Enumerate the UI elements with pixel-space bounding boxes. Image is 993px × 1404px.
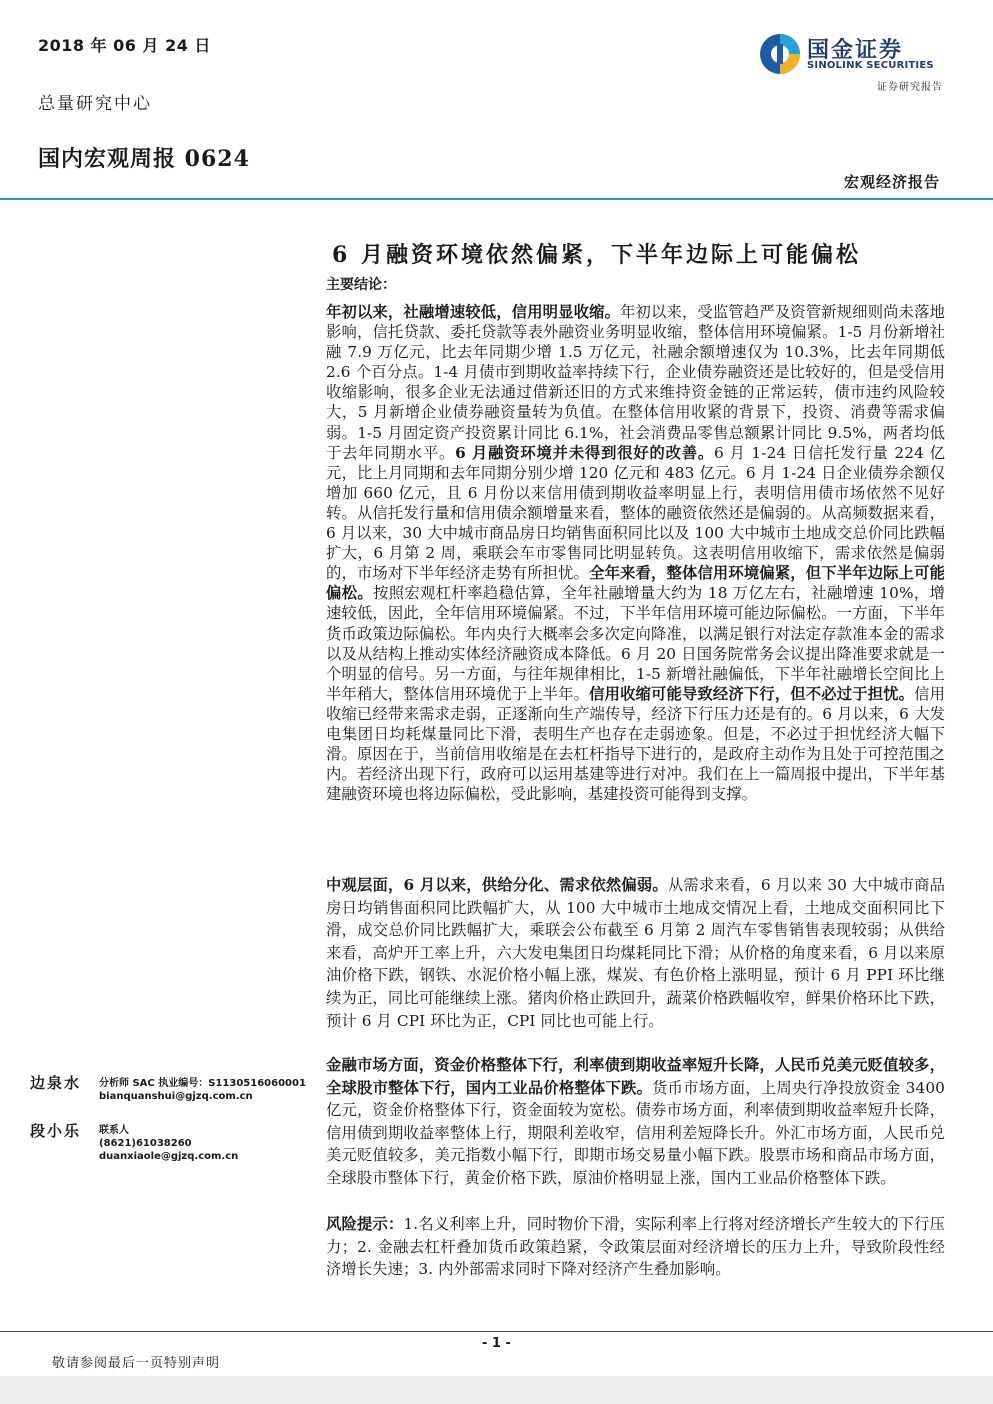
logo-chinese-name: 国金证券: [807, 38, 904, 63]
section-text: 信用收缩已经带来需求走弱，正逐渐向生产端传导，经济下行压力还是有的。6 月以来，6 大发电集团日均耗煤量同比下滑，表明生产也存在走弱迹象。但是，不必过于担忧经济大幅下滑。原因在于，当前信用收缩是在去杠杆指导下进行的，是政府主动作为且处于可控范围之内。若经济出现下行，政府可以运用基建等进行对冲。我们在上一篇周报中提出，下半年基建融资环境也将边际偏松，受此影响，基建投资可能得到支撑。: [326, 684, 945, 804]
section-text: 按照宏观杠杆率趋稳估算，全年社融增量大约为 18 万亿左右，社融增速 10%，增速较低，因此，全年信用环境偏紧。不过，下半年信用环境可能边际偏松。一方面，下半年货币政策边际偏松。年内央行大概率会多次定向降准，以满足银行对法定存款准本金的需求以及从结构上推动实体经济融资成本降低。6 月 20 日国务院常务会议提出降准要求就是一个明显的信号。另一方面，与往年规律相比，1-5 新增社融偏低，下半年社融增长空间比上半年稍大，整体信用环境优于上半年。: [326, 584, 945, 703]
analyst-name: 边泉水: [30, 1074, 82, 1092]
logo-english-name: SINOLINK SECURITIES: [807, 60, 934, 71]
contact-email[interactable]: duanxiaole@gjzq.com.cn: [99, 1151, 239, 1162]
contact-role: 联系人: [99, 1125, 129, 1136]
analyst-sac-number: 分析师 SAC 执业编号：S1130516060001: [99, 1078, 306, 1089]
report-type: 宏观经济报告: [843, 173, 940, 191]
disclaimer-text: 敬请参阅最后一页特别声明: [52, 1356, 221, 1371]
section-financial-market-paragraph: [326, 1054, 945, 1190]
analyst-info: [99, 1077, 306, 1103]
header-divider: [0, 198, 993, 200]
section-text: 货币市场方面，上周央行净投放资金 3400 亿元，资金价格整体下行，资金面较为宽松。债券市场方面，利率债到期收益率短升长降，信用债到期收益率整体上行，期限利差收窄，信用利差短降长升。外汇市场方面，人民币兑美元贬值较多，美元指数小幅下行，即期市场交易量小幅下跌。股票市场和商品市场方面，全球股市整体下行，黄金价格下跌，原油价格明显上涨，国内工业品价格整体下跌。: [326, 1078, 945, 1187]
section-lead: 风险提示：: [326, 1215, 404, 1233]
section-lead: 金融市场方面，资金价格整体下行，利率债到期收益率短升长降，人民币兑美元贬值较多，全球股市整体下行，国内工业品价格整体下跌。: [326, 1056, 945, 1097]
footer-divider: [0, 1331, 993, 1332]
section-lead: 年初以来，社融增速较低，信用明显收缩。: [326, 303, 621, 321]
report-date: 2018 年 06 月 24 日: [38, 36, 211, 55]
section-text: 6 月 1-24 日信托发行量 224 亿元，比上月同期和去年同期分别少增 120 亿元和 483 亿元。6 月 1-24 日企业债券余额仅增加 660 亿元，且 6 月份以来信用债到期收益率明显上行，表明信用债市场依然不见好转。从信托发行量和信用债余额增量来看，整体的融资依然还是偏弱的。从高频数据来看，6 月以来，30 大中城市商品房日均销售面积同比以及 100 大中城市土地成交总价同比跌幅扩大，6 月第 2 周，乘联会车市零售同比明显转负。这表明信用收缩下，需求依然是偏弱的，市场对下半年经济走势有所担忧。: [326, 443, 945, 583]
contact-phone: (8621)61038260: [99, 1138, 192, 1149]
report-headline: 6 月融资环境依然偏紧，下半年边际上可能偏松: [332, 242, 861, 268]
section-lead: 中观层面，6 月以来，供给分化、需求依然偏弱。: [326, 876, 668, 894]
section-text: 年初以来，受监管趋严及资管新规细则尚未落地影响，信托贷款、委托贷款等表外融资业务明显收缩，整体信用环境偏紧。1-5 月份新增社融 7.9 万亿元，比去年同期少增 1.5 万亿元，社融余额增速仅为 10.3%，比去年同期低 2.6 个百分点。1-4 月债市到期收益率持续下行，企业债券融资还是比较好的，但是受信用收缩影响，很多企业无法通过借新还旧的方式来维持资金链的正常运转，债市违约风险较大，5 月新增企业债券融资量转为负值。在整体信用收紧的背景下，投资、消费等需求偏弱。1-5 月固定资产投资累计同比 6.1%，社会消费品零售总额累计同比 9.5%，两者均低于去年同期水平。: [326, 303, 945, 462]
series-label: 证券研究报告: [877, 82, 943, 93]
contact-info: [99, 1124, 238, 1163]
research-center: 总量研究中心: [38, 94, 152, 114]
analyst-email[interactable]: bianquanshui@gjzq.com.cn: [99, 1091, 253, 1102]
section-lead: 全年来看，整体信用环境偏紧，但下半年边际上可能偏松。: [326, 564, 945, 603]
page-number: - 1 -: [482, 1336, 511, 1351]
section-text: 从需求来看，6 月以来 30 大中城市商品房日均销售面积同比跌幅扩大，从 100 大中城市土地成交情况上看，土地成交面积同比下滑，成交总价同比跌幅扩大，乘联会公布截至 6 月第 2 周汽车零售销售表现较弱；从供给来看，高炉开工率上升，六大发电集团日均煤耗同比下滑；从价格的角度来看，6 月以来原油价格下跌，钢铁、水泥价格小幅上涨，煤炭、有色价格上涨明显，预计 6 月 PPI 环比继续为正，同比可能继续上涨。猪肉价格止跌回升，蔬菜价格跌幅收窄，鲜果价格环比下跌，预计 6 月 CPI 环比为正，CPI 同比也可能上行。: [326, 876, 945, 1030]
report-name: 国内宏观周报 0624: [38, 146, 250, 172]
main-conclusion-label: 主要结论：: [326, 277, 396, 293]
contact-name: 段小乐: [30, 1122, 82, 1140]
section-lead: 6 月融资环境并未得到很好的改善。: [455, 443, 715, 462]
section-meso-paragraph: [326, 874, 945, 1032]
section-credit-paragraph: [326, 302, 945, 804]
section-text: 1.名义利率上升，同时物价下滑，实际利率上行将对经济增长产生较大的下行压力；2. 金融去杠杆叠加货币政策趋紧，令政策层面对经济增长的压力上升，导致阶段性经济增长失速；3. 内外部需求同时下降对经济产生叠加影响。: [326, 1215, 945, 1279]
section-risk-paragraph: [326, 1213, 945, 1281]
section-lead: 信用收缩可能导致经济下行，但不必过于担忧。: [589, 684, 915, 703]
viewer-bottom-band: [0, 1376, 993, 1404]
